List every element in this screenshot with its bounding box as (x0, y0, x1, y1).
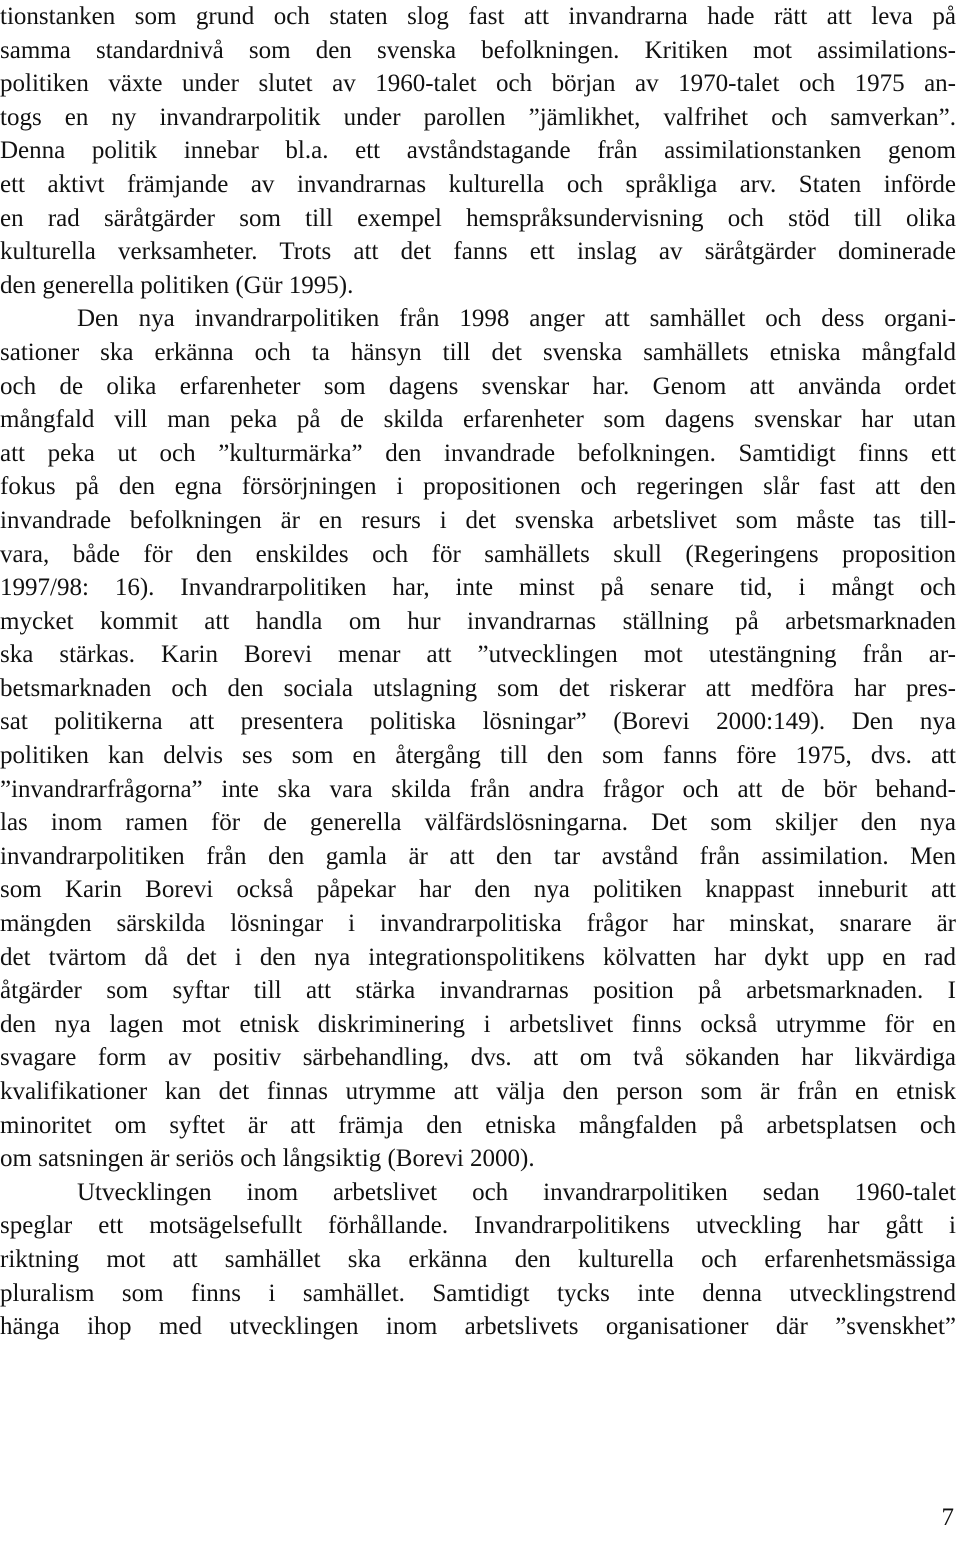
text-line: en rad säråtgärder som till exempel hemspråksundervisning och stöd till olika (0, 204, 956, 232)
text-line: betsmarknaden och den sociala utslagning som det riskerar att medföra har pres- (0, 674, 956, 702)
text-line: sat politikerna att presentera politiska lösningar” (Borevi 2000:149). Den nya (0, 708, 956, 736)
text-line: svagare form av positiv särbehandling, dvs. att om två sökanden har likvärdiga (0, 1044, 956, 1072)
text-line: fokus på den egna försörjningen i propositionen och regeringen slår fast att den (0, 473, 956, 501)
text-line: politiken växte under slutet av 1960-talet och början av 1970-talet och 1975 an- (0, 70, 956, 98)
text-line: riktning mot att samhället ska erkänna den kulturella och erfarenhetsmässiga (0, 1245, 956, 1273)
text-line: Denna politik innebar bl.a. ett avståndstagande från assimilationstanken genom (0, 137, 956, 165)
text-line: kvalifikationer kan det finnas utrymme att välja den person som är från en etnisk (0, 1078, 956, 1105)
text-line: sationer ska erkänna och ta hänsyn till det svenska samhällets etniska mångfald (0, 338, 956, 366)
text-line: att peka ut och ”kulturmärka” den invandrade befolkningen. Samtidigt finns ett (0, 439, 956, 467)
text-line: åtgärder som syftar till att stärka invandrarnas position på arbetsmarknaden. I (0, 977, 956, 1005)
text-line: vara, både för den enskildes och för samhällets skull (Regeringens proposition (0, 540, 956, 568)
text-line: speglar ett motsägelsefullt förhållande. Invandrarpolitikens utveckling har gått i (0, 1212, 956, 1240)
text-line: mångfald vill man peka på de skilda erfarenheter som dagens svenskar har utan (0, 406, 956, 434)
text-line: det tvärtom då det i den nya integrationspolitikens kölvatten har dykt upp en rad (0, 943, 956, 971)
text-line: om satsningen är seriös och långsiktig (Borevi 2000). (0, 1145, 535, 1173)
text-line: den generella politiken (Gür 1995). (0, 271, 354, 299)
text-line: som Karin Borevi också påpekar har den nya politiken knappast inneburit att (0, 876, 956, 904)
text-line: tionstanken som grund och staten slog fast att invandrarna hade rätt att leva på (0, 3, 956, 30)
text-line: Den nya invandrarpolitiken från 1998 anger att samhället och dess organi- (77, 305, 956, 333)
text-line: pluralism som finns i samhället. Samtidigt tycks inte denna utvecklingstrend (0, 1279, 956, 1307)
text-line: ska stärkas. Karin Borevi menar att ”utvecklingen mot utestängning från ar- (0, 641, 956, 669)
text-line: politiken kan delvis ses som en återgång till den som fanns före 1975, dvs. att (0, 742, 956, 770)
text-line: samma standardnivå som den svenska befolkningen. Kritiken mot assimilations- (0, 36, 956, 64)
text-line: invandrade befolkningen är en resurs i det svenska arbetslivet som måste tas till- (0, 506, 956, 534)
text-line: den nya lagen mot etnisk diskriminering i arbetslivet finns också utrymme för en (0, 1010, 956, 1038)
text-line: mängden särskilda lösningar i invandrarpolitiska frågor har minskat, snarare är (0, 910, 956, 938)
text-line: och de olika erfarenheter som dagens svenskar har. Genom att använda ordet (0, 372, 956, 400)
text-line: ”invandrarfrågorna” inte ska vara skilda från andra frågor och att de bör behand- (0, 775, 956, 803)
text-line: minoritet om syftet är att främja den etniska mångfalden på arbetsplatsen och (0, 1111, 956, 1139)
text-line: invandrarpolitiken från den gamla är att den tar avstånd från assimilation. Men (0, 842, 956, 870)
text-line: 1997/98: 16). Invandrarpolitiken har, inte minst på senare tid, i mångt och (0, 574, 956, 602)
text-line: Utvecklingen inom arbetslivet och invandrarpolitiken sedan 1960-talet (77, 1178, 956, 1206)
text-line: las inom ramen för de generella välfärdslösningarna. Det som skiljer den nya (0, 809, 956, 837)
text-line: mycket kommit att handla om hur invandrarnas ställning på arbetsmarknaden (0, 607, 956, 635)
text-line: ett aktivt främjande av invandrarnas kulturella och språkliga arv. Staten införde (0, 170, 956, 198)
text-line: hänga ihop med utvecklingen inom arbetslivets organisationer där ”svenskhet” (0, 1313, 956, 1341)
text-line: togs en ny invandrarpolitik under parollen ”jämlikhet, valfrihet och samverkan”. (0, 103, 956, 131)
page-number: 7 (941, 1504, 954, 1531)
text-line: kulturella verksamheter. Trots att det fanns ett inslag av säråtgärder dominerade (0, 238, 956, 266)
